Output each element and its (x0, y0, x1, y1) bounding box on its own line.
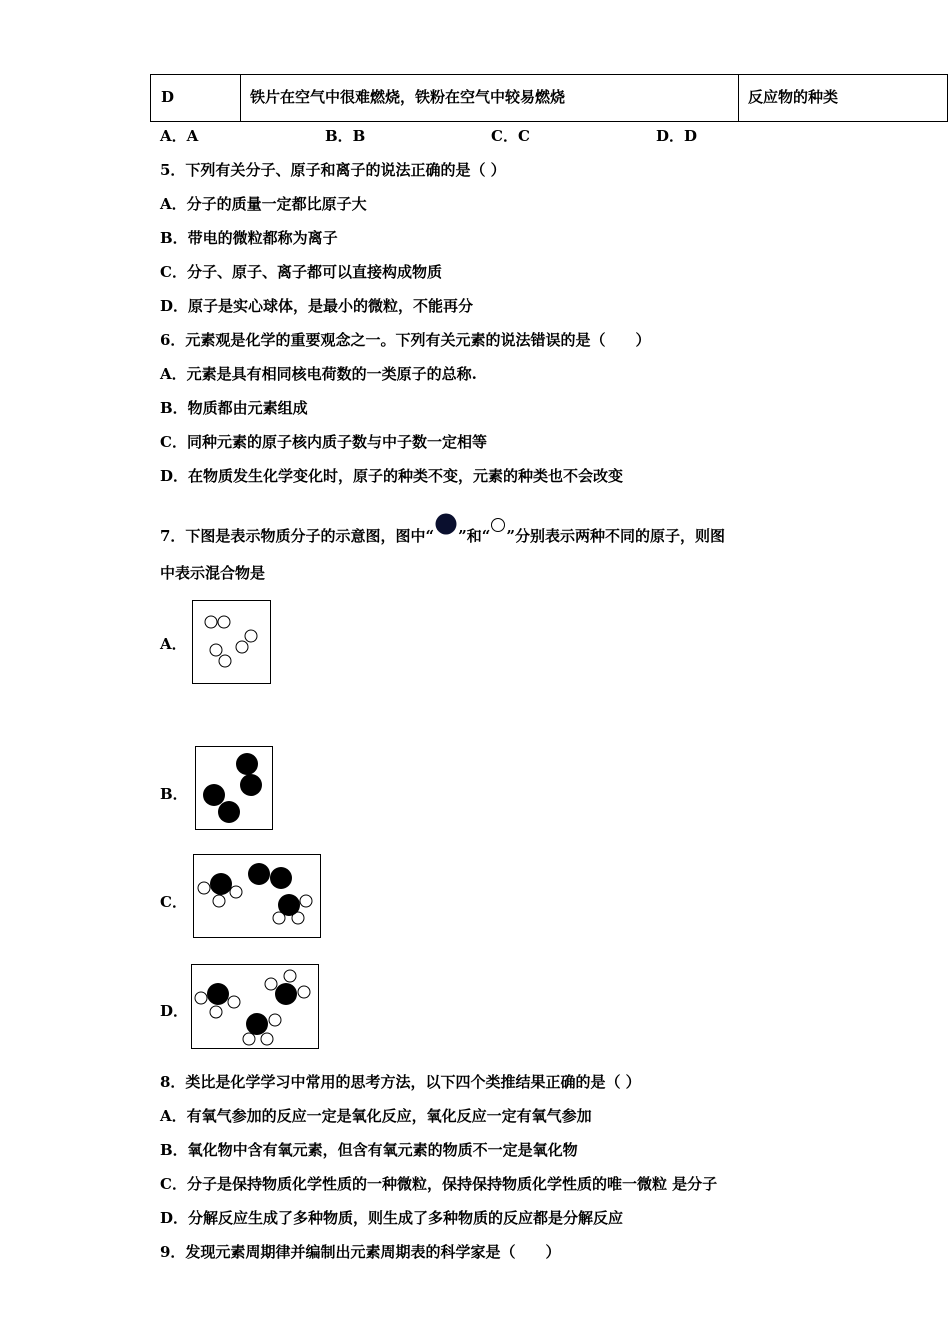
q7-diagram-d[interactable] (191, 964, 319, 1049)
black-atom (240, 774, 262, 796)
q7-stem-part3: ”分别表示两种不同的原子，则图 (506, 527, 725, 545)
q7-option-a-label[interactable]: A． (160, 635, 187, 653)
black-atom (248, 863, 270, 885)
white-atom (269, 1014, 281, 1026)
q7-stem (160, 513, 725, 546)
q4-option-b[interactable]: B．B (325, 127, 366, 145)
black-atom (278, 894, 300, 916)
white-atom (228, 996, 240, 1008)
white-atom (230, 886, 242, 898)
q8-option-c[interactable]: C．分子是保持物质化学性质的一种微粒，保持保持物质化学性质的唯一微粒 是分子 (160, 1175, 718, 1193)
black-atom (210, 873, 232, 895)
diagram-b-svg (196, 747, 272, 829)
black-atom (275, 983, 297, 1005)
q4-option-d[interactable]: D．D (656, 127, 698, 145)
q7-diagram-c[interactable] (193, 854, 321, 938)
q7-option-b-label[interactable]: B． (160, 785, 188, 803)
table-factor-cell: 反应物的种类 (748, 88, 839, 106)
white-atom (284, 970, 296, 982)
table-row-label: D (161, 88, 175, 106)
q4-options (0, 126, 950, 146)
table-divider (240, 75, 241, 121)
dark-atom-legend-icon (434, 513, 458, 535)
q7-diagram-a[interactable] (192, 600, 271, 684)
white-atom-legend-icon (490, 517, 506, 533)
q5-option-a[interactable]: A．分子的质量一定都比原子大 (160, 195, 367, 213)
white-atom (210, 644, 222, 656)
q7-option-c-label[interactable]: C． (160, 893, 187, 911)
white-atom (218, 616, 230, 628)
q7-option-d-label[interactable]: D． (160, 1002, 189, 1020)
black-atom (270, 867, 292, 889)
diagram-c-svg (194, 855, 320, 937)
q7-diagram-b[interactable] (195, 746, 273, 830)
q8-option-d[interactable]: D．分解反应生成了多种物质，则生成了多种物质的反应都是分解反应 (160, 1209, 624, 1227)
diagram-d-svg (192, 965, 318, 1048)
white-atom (265, 978, 277, 990)
q4-option-a[interactable]: A．A (160, 127, 199, 145)
q7-stem-part1: 7．下图是表示物质分子的示意图，图中“ (160, 527, 435, 545)
black-atom (218, 801, 240, 823)
q6-option-b[interactable]: B．物质都由元素组成 (160, 399, 308, 417)
q5-option-c[interactable]: C．分子、原子、离子都可以直接构成物质 (160, 263, 442, 281)
q8-option-b[interactable]: B．氧化物中含有氧元素，但含有氧元素的物质不一定是氧化物 (160, 1141, 578, 1159)
table-phenomenon-cell: 铁片在空气中很难燃烧，铁粉在空气中较易燃烧 (250, 88, 566, 106)
q4-option-c[interactable]: C．C (491, 127, 530, 145)
white-atom (198, 882, 210, 894)
diagram-a-svg (193, 601, 270, 683)
black-atom (236, 753, 258, 775)
answer-table (150, 74, 948, 122)
black-atom (207, 983, 229, 1005)
q6-option-a[interactable]: A．元素是具有相同核电荷数的一类原子的总称. (160, 365, 477, 383)
black-atom (246, 1013, 268, 1035)
table-divider (738, 75, 739, 121)
q8-option-a[interactable]: A．有氧气参加的反应一定是氧化反应，氧化反应一定有氧气参加 (160, 1107, 592, 1125)
white-atom (261, 1033, 273, 1045)
q7-stem-part2: ”和“ (458, 527, 491, 545)
q5-option-b[interactable]: B．带电的微粒都称为离子 (160, 229, 338, 247)
q6-option-d[interactable]: D．在物质发生化学变化时，原子的种类不变，元素的种类也不会改变 (160, 467, 624, 485)
q6-option-c[interactable]: C．同种元素的原子核内质子数与中子数一定相等 (160, 433, 487, 451)
white-atom (205, 616, 217, 628)
white-atom (245, 630, 257, 642)
white-atom (236, 641, 248, 653)
q8-stem: 8．类比是化学学习中常用的思考方法，以下四个类推结果正确的是（ ） (160, 1073, 641, 1091)
white-atom (195, 992, 207, 1004)
white-atom (300, 895, 312, 907)
q5-stem: 5．下列有关分子、原子和离子的说法正确的是（ ） (160, 161, 506, 179)
q9-stem: 9．发现元素周期律并编制出元素周期表的科学家是（ ） (160, 1243, 561, 1261)
q7-stem-line2: 中表示混合物是 (160, 564, 266, 582)
white-atom (243, 1033, 255, 1045)
white-atom (213, 895, 225, 907)
q6-stem: 6．元素观是化学的重要观念之一。下列有关元素的说法错误的是（ ） (160, 331, 651, 349)
white-atom (298, 986, 310, 998)
white-atom (210, 1006, 222, 1018)
q5-option-d[interactable]: D．原子是实心球体，是最小的微粒，不能再分 (160, 297, 474, 315)
white-atom (219, 655, 231, 667)
black-atom (203, 784, 225, 806)
